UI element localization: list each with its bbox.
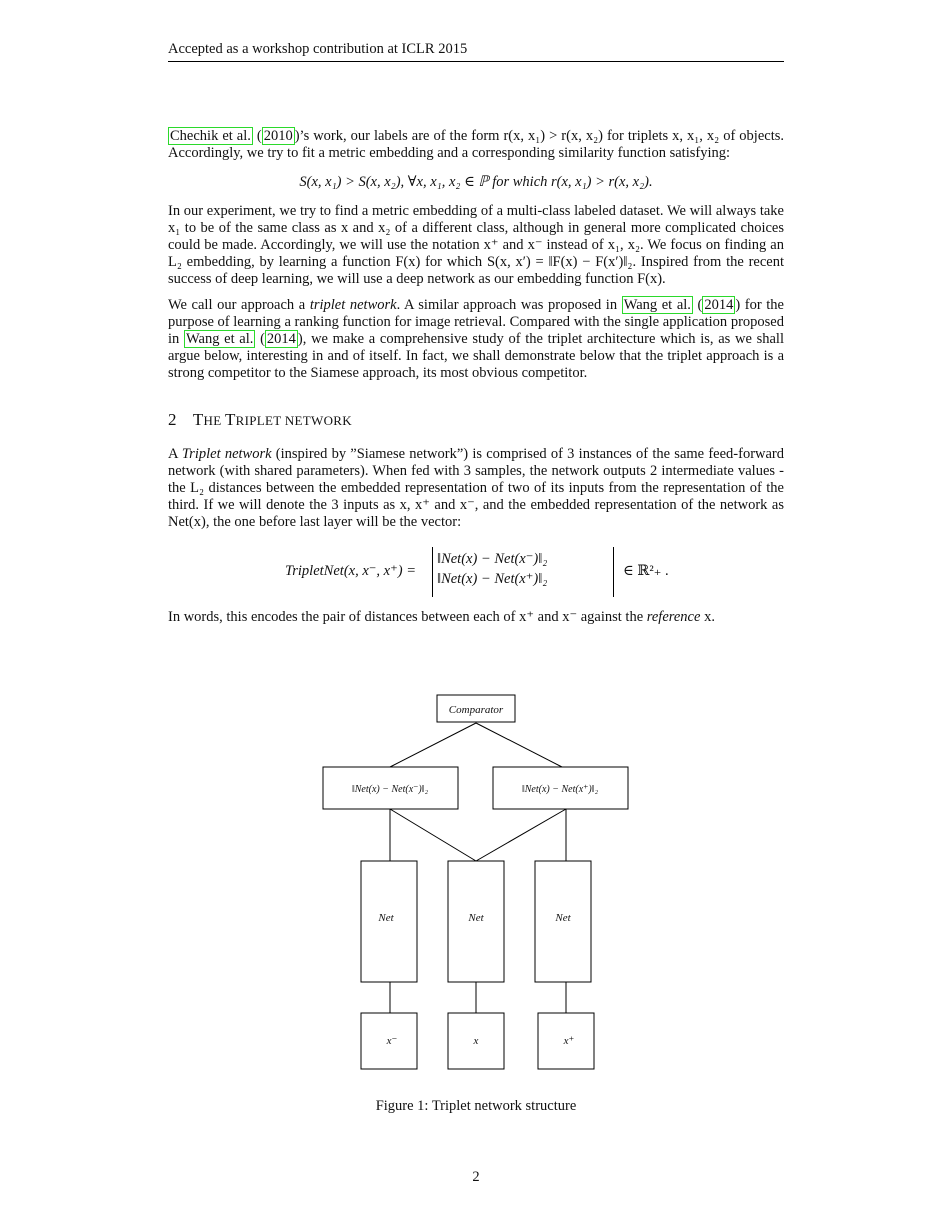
body-text xyxy=(168,128,784,635)
emphasis-triplet-network: triplet network xyxy=(309,297,397,313)
equation-lhs: TripletNet(x, x⁻, x⁺) = xyxy=(285,563,416,579)
net-label-x: Net xyxy=(468,912,484,924)
section-title-part: T xyxy=(224,410,236,429)
distance-minus-label: ‖Net(x) − Net(x⁻)‖₂ xyxy=(351,784,429,795)
citation-wang-author-2[interactable]: Wang et al. xyxy=(185,331,254,347)
paragraph-1 xyxy=(168,128,784,162)
paragraph-3-text-c: ) for the purpose of learning a ranking function for image retrieval. Compared with the single application proposed in xyxy=(168,297,784,347)
input-box-x xyxy=(448,1013,504,1069)
distance-minus-box xyxy=(323,767,458,809)
net-box-plus xyxy=(535,861,591,982)
emphasis-triplet-network-2: Triplet network xyxy=(181,446,272,462)
edge-comparator-left xyxy=(390,723,476,767)
equation-tripletnet xyxy=(168,547,784,603)
edge-right-dist-net-x xyxy=(476,809,566,861)
input-label-x: x xyxy=(473,1035,479,1047)
section-heading-2 xyxy=(168,410,784,430)
distance-plus-box xyxy=(493,767,628,809)
paragraph-3-text-b: . A similar approach was proposed in xyxy=(396,297,622,313)
equation-similarity: S(x, x₁) > S(x, x₂), ∀x, x₁, x₂ ∈ ℙ for which r(x, x₁) > r(x, x₂). xyxy=(299,174,653,190)
paragraph-4-text-a: A xyxy=(168,446,182,462)
citation-wang-author-1[interactable]: Wang et al. xyxy=(623,297,691,313)
paragraph-5 xyxy=(168,609,784,626)
equation-rhs: ∈ ℝ²₊ . xyxy=(623,563,669,579)
edge-comparator-right xyxy=(476,723,562,767)
net-label-plus: Net xyxy=(555,912,571,924)
section-title-part: RIPLET NETWORK xyxy=(235,413,352,428)
input-label-minus: x⁻ xyxy=(386,1035,398,1047)
paragraph-3-text-a: We call our approach a xyxy=(168,297,310,313)
paragraph-1-text: )’s work, our labels are of the form r(x, x₁) > r(x, x₂) for triplets x, x₁, x₂ of objects. Accordingly, we try to fit a metric embedding and a corresponding similarity function satisfying: xyxy=(168,128,784,161)
edge-left-dist-net-x xyxy=(390,809,476,861)
paragraph-4 xyxy=(168,446,784,531)
citation-wang-year-2[interactable]: 2014 xyxy=(266,331,296,347)
equation-vector xyxy=(432,547,614,597)
section-title-part: HE xyxy=(203,413,225,428)
page-number: 2 xyxy=(472,1169,480,1185)
net-box-x xyxy=(448,861,504,982)
vector-row-2: ‖Net(x) − Net(x⁺)‖₂ xyxy=(437,571,548,587)
net-label-minus: Net xyxy=(378,912,394,924)
citation-chechik-year[interactable]: 2010 xyxy=(263,128,293,144)
distance-plus-label: ‖Net(x) − Net(x⁺)‖₂ xyxy=(521,784,599,795)
net-box-minus xyxy=(361,861,417,982)
comparator-label: Comparator xyxy=(448,704,504,716)
paragraph-4-text-b: (inspired by ”Siamese network”) is comprised of 3 instances of the same feed-forward network (with shared parameters). When fed with 3 samples, the network outputs 2 intermediate values - the L₂ distances between the embedded representation of two of its inputs from the representation of the third. If we will denote the 3 inputs as x, x⁺ and x⁻, and the embedded representation of the network as Net(x), the one before last layer will be the vector: xyxy=(168,446,785,530)
paragraph-3-text-d: ), we make a comprehensive study of the triplet architecture which is, as we shall argue below, interesting in and of itself. In fact, we shall demonstrate below that the triplet approach is a strong competitor to the Siamese approach, its most obvious competitor. xyxy=(168,331,784,381)
figure-caption: Figure 1: Triplet network structure xyxy=(375,1098,577,1114)
paragraph-3: We call our approach a triplet network. A similar approach was proposed in Wang et al. ( 2014 ) for the purpose of learning a ranking function for image retrieval. Compared with the single application proposed in Wang et al. ( 2014 ), we make a comprehensive study of the triplet architecture which is, as we shall argue below, interesting in and of itself. In fact, we shall demonstrate below that the triplet approach is a strong competitor to the Siamese approach, its most obvious competitor. xyxy=(168,297,784,381)
citation-paren: ( xyxy=(256,128,262,144)
section-number: 2 xyxy=(168,410,177,429)
vector-row-1: ‖Net(x) − Net(x⁻)‖₂ xyxy=(437,551,548,567)
emphasis-reference: reference xyxy=(646,609,701,625)
comparator-box xyxy=(437,695,515,722)
input-box-plus xyxy=(538,1013,594,1069)
citation-chechik-author[interactable]: Chechik et al. xyxy=(170,128,251,144)
paragraph-5-text-a: In words, this encodes the pair of distances between each of x⁺ and x⁻ against the xyxy=(168,609,647,625)
running-header: Accepted as a workshop contribution at ICLR 2015 xyxy=(168,41,784,62)
paragraph-5-text-b: x. xyxy=(700,609,715,625)
paragraph-2: In our experiment, we try to find a metric embedding of a multi-class labeled dataset. We will always take x₁ to be of the same class as x and x₂ of a different class, although in general more complicated choices could be made. Accordingly, we will use the notation x⁺ and x⁻ instead of x₁, x₂. We focus on finding an L₂ embedding, by learning a function F(x) for which S(x, x′) = ‖F(x) − F(x′)‖₂. Inspired from the recent success of deep learning, we will use a deep network as our embedding function F(x). xyxy=(168,203,784,287)
input-label-plus: x⁺ xyxy=(563,1035,575,1047)
input-box-minus xyxy=(361,1013,417,1069)
citation-wang-year-1[interactable]: 2014 xyxy=(704,297,734,313)
section-title-part: T xyxy=(192,410,204,429)
